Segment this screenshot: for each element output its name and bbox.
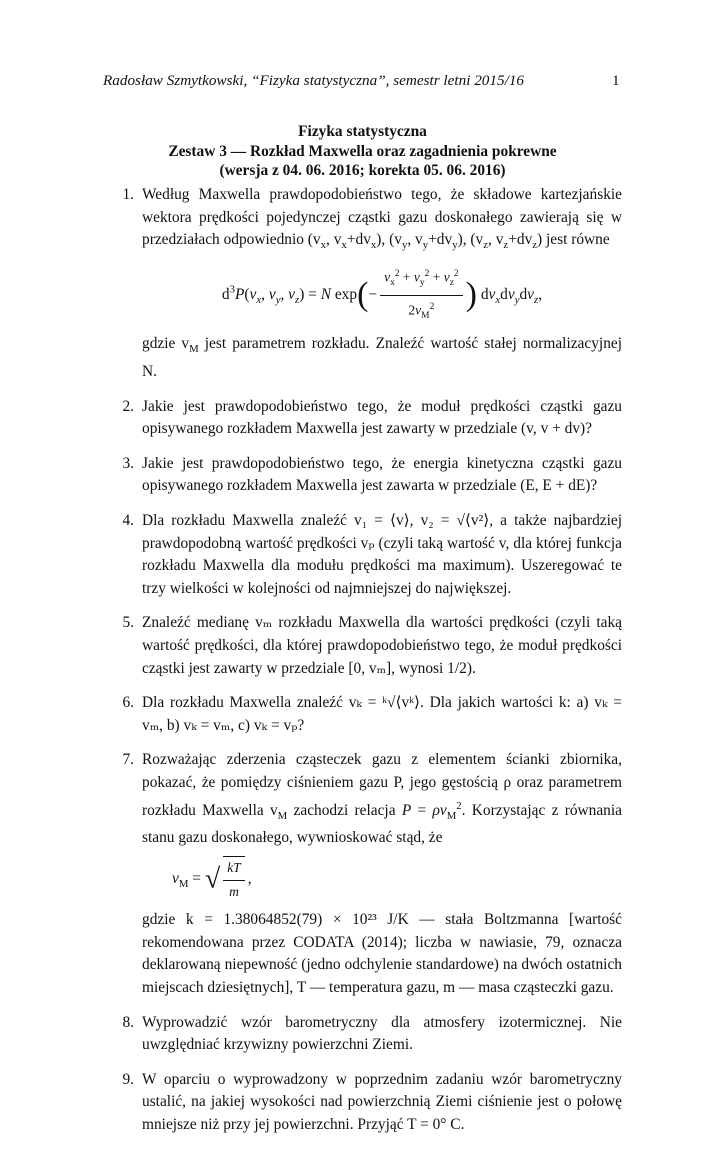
problem-6: [110, 692, 622, 737]
problem-4: [110, 510, 622, 600]
problem-text: Dla rozkładu Maxwella znaleźć v₁ = ⟨v⟩, v₂ = √⟨v²⟩, a także najbardziej prawdopodobną wartość prędkości vₚ (czyli taką wartość v, dla której funkcja rozkładu Maxwella dla modułu prędkości ma maximum). Uszeregować te trzy wielkości w kolejności od najmniejszej do największej.: [142, 512, 622, 597]
problem-3: [110, 453, 622, 498]
title-line-2: Zestaw 3 — Rozkład Maxwella oraz zagadnienia pokrewne: [168, 142, 557, 160]
problem-number: 6.: [122, 694, 134, 712]
maxwell-formula: $d^3P(v_x$, $v_y$, $v_z) = N$ exp(− $\frac{v_x^2 + v_y^2 + v_z^2}{2v_M^2}$ ) $dv_xdv_ydv_z$,: [142, 263, 622, 328]
title-line-3: (wersja z 04. 06. 2016; korekta 05. 06. 2016): [219, 162, 506, 179]
problem-text: Jakie jest prawdopodobieństwo tego, że energia kinetyczna cząstki gazu opisywanego rozkładem Maxwella jest zawarta w przedziale (E, E + dE)?: [142, 454, 622, 495]
problem-text: Według Maxwella prawdopodobieństwo tego, że składowe kartezjańskie wektora prędkości pojedynczej cząstki gazu doskonałego zawierają się w przedziałach odpowiednio ($v_x$, $v_x+dv_x$), ($v_y$, $v_y+dv_y$), ($v_z$, $v_z+dv_z$) jest równe: [142, 186, 622, 252]
problem-text: W oparciu o wyprowadzony w poprzednim zadaniu wzór barometryczny ustalić, na jakiej wysokości nad powierzchnią Ziemi ciśnienie jest o połowę mniejsze niż przy jej powierzchni. Przyjąć T = 0° C.: [142, 1070, 622, 1133]
problem-number: 4.: [122, 512, 134, 530]
page-number: 1: [612, 72, 620, 89]
problem-8: [110, 1012, 622, 1057]
problem-text: Wyprowadzić wzór barometryczny dla atmosfery izotermicznej. Nie uwzględniać krzywizny powierzchni Ziemi.: [142, 1013, 622, 1054]
problem-9: [110, 1069, 622, 1137]
problem-5: [110, 612, 622, 680]
problem-number: 5.: [122, 614, 134, 632]
problem-text: Jakie jest prawdopodobieństwo tego, że moduł prędkości cząstki gazu opisywanego rozkładem Maxwella jest zawarty w przedziale (v, v + dv)?: [142, 397, 622, 438]
problem-number: 3.: [122, 454, 134, 472]
problem-text: Dla rozkładu Maxwella znaleźć vₖ = ᵏ√⟨vᵏ⟩. Dla jakich wartości k: a) vₖ = vₘ, b) vₖ = vₘ, c) vₖ = vₚ?: [142, 694, 622, 734]
problem-2: [110, 396, 622, 441]
problem-text: Rozważając zderzenia cząsteczek gazu z elementem ścianki zbiornika, pokazać, że pomiędzy ciśnieniem gazu P, jego gęstością ρ oraz parametrem rozkładu Maxwella $v_M$ zachodzi relacja $P = \rho v_M^2$. Korzystając z równania stanu gazu doskonałego, wywnioskować stąd, że: [142, 751, 622, 847]
problem-number: 7.: [122, 751, 134, 769]
problem-text: Znaleźć medianę vₘ rozkładu Maxwella dla wartości prędkości (czyli taką wartość prędkości, dla której prawdopodobieństwo tego, że moduł prędkości cząstki jest zawarty w przedziale [0, vₘ], wynosi 1/2).: [142, 614, 622, 677]
document-title: [110, 122, 615, 181]
problem-number: 8.: [122, 1013, 134, 1031]
problem-number: 1.: [122, 186, 134, 203]
problem-number: 9.: [122, 1070, 134, 1088]
running-header: Radosław Szmytkowski, “Fizyka statystyczna”, semestr letni 2015/16: [103, 72, 525, 89]
problem-1: 1. Według Maxwella prawdopodobieństwo tego, że składowe kartezjańskie wektora prędkości pojedynczej cząstki gazu doskonałego zawierają się w przedziałach odpowiednio ($v_x$, $v_x+dv_x$), ($v_y$, $v_y+dv_y$), ($v_z$, $v_z+dv_z$) jest równe $d^3P(v_x$, $v_y$, $v_z) = N$ exp(− $\frac{v_x^2 + v_y^2 + v_z^2}{2v_M^2}$ ) $dv_xdv_ydv_z$, gdzie $v_M$ jest parametrem rozkładu. Znaleźć wartość stałej normalizacyjnej N.: [110, 184, 622, 384]
problem-list: [110, 184, 622, 1149]
problem-number: 2.: [122, 397, 134, 415]
title-line-1: Fizyka statystyczna: [298, 123, 427, 140]
vm-formula: $v_M$ = √ $\frac{kT}{m}$ ,: [142, 856, 622, 903]
problem-7: 7. Rozważając zderzenia cząsteczek gazu z elementem ścianki zbiornika, pokazać, że pomiędzy ciśnieniem gazu P, jego gęstością ρ oraz parametrem rozkładu Maxwella $v_M$ zachodzi relacja $P = \rho v_M^2$. Korzystając z równania stanu gazu doskonałego, wywnioskować stąd, że $v_M$ = √ $\frac{kT}{m}$ , gdzie k = 1.38064852(79) × 10²³ J/K — stała Boltzmanna [wartość rekomendowana przez CODATA (2014); liczba w nawiasie, 79, oznacza deklarowaną niepewność (jedno odchylenie standardowe) na dwóch ostatnich miejscach dziesiętnych], T — temperatura gazu, m — masa cząsteczki gazu.: [110, 749, 622, 999]
